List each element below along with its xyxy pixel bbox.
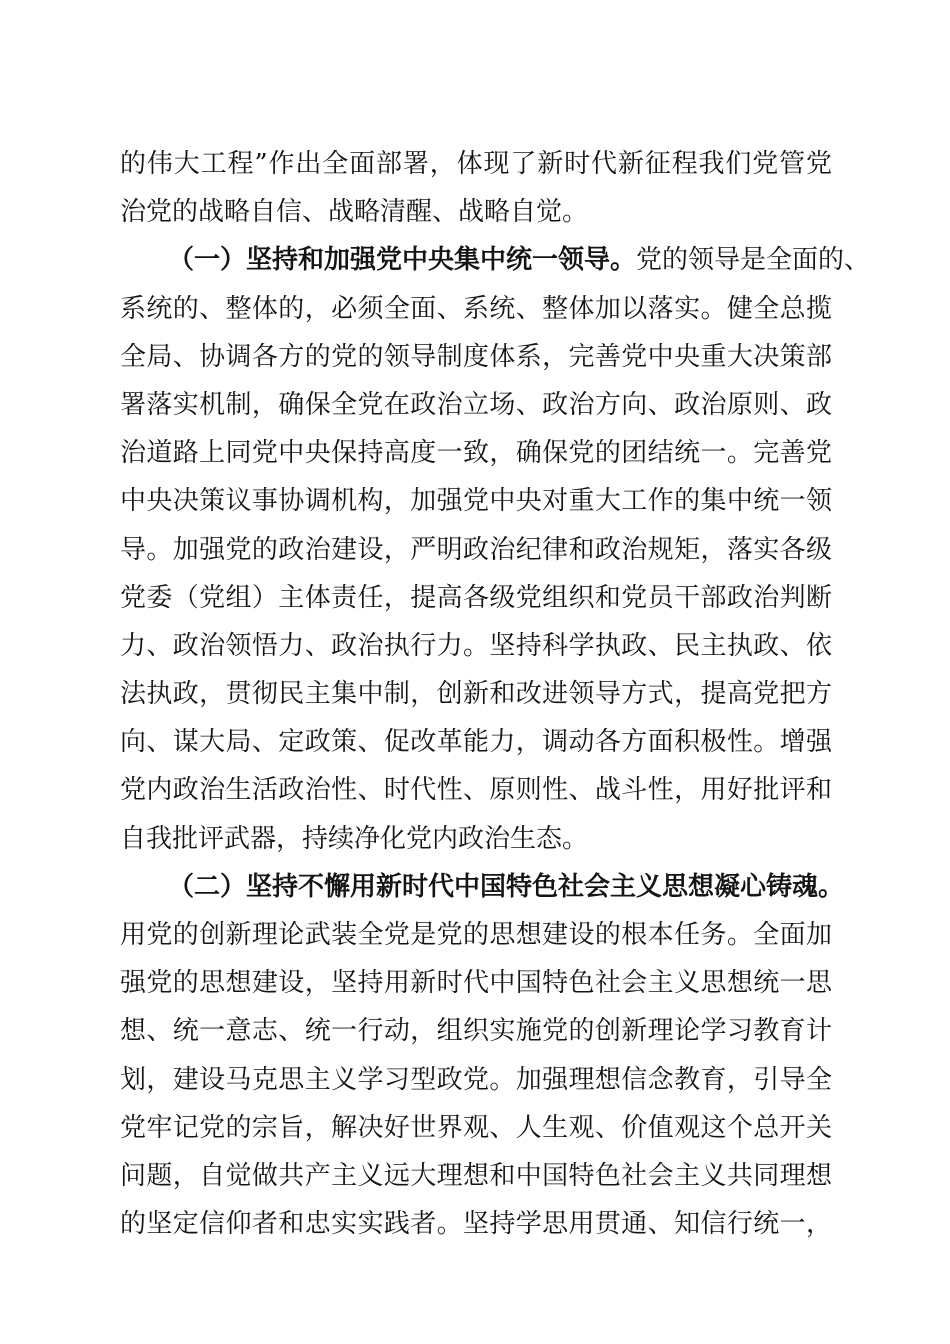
text-run: 的伟大工程”作出全面部署，体现了新时代新征程我们党管党 (120, 149, 832, 179)
text-run: 力、政治领悟力、政治执行力。坚持科学执政、民主执政、依 (120, 630, 832, 661)
text-line (120, 188, 832, 236)
text-run: 导。加强党的政治建设，严明政治纪律和政治规矩，落实各级 (120, 534, 832, 565)
text-run: 自我批评武器，持续净化党内政治生态。 (120, 823, 589, 854)
text-run: 向、谋大局、定政策、促改革能力，调动各方面积极性。增强 (120, 727, 832, 758)
text-line (120, 766, 832, 814)
text-run: 党内政治生活政治性、时代性、原则性、战斗性，用好批评和 (120, 775, 832, 806)
text-run: 划，建设马克思主义学习型政党。加强理想信念教育，引导全 (120, 1064, 832, 1095)
document-body (120, 140, 871, 1248)
text-line (120, 333, 832, 381)
text-line (120, 1007, 832, 1055)
text-line (120, 718, 832, 766)
text-run: 全局、协调各方的党的领导制度体系，完善党中央重大决策部 (120, 341, 832, 372)
text-run: 系统的、整体的，必须全面、系统、整体加以落实。健全总揽 (120, 293, 832, 324)
text-line (120, 959, 832, 1007)
text-line (120, 526, 832, 574)
text-run: 治道路上同党中央保持高度一致，确保党的团结统一。完善党 (120, 438, 832, 469)
text-line (120, 477, 832, 525)
text-run: 问题，自觉做共产主义远大理想和中国特色社会主义共同理想 (120, 1160, 832, 1191)
text-run: 强党的思想建设，坚持用新时代中国特色社会主义思想统一思 (120, 968, 832, 999)
text-line (120, 140, 832, 188)
text-line (120, 911, 832, 959)
section-heading-line (120, 236, 871, 284)
text-line (120, 574, 832, 622)
text-line (120, 285, 832, 333)
text-line (120, 622, 832, 670)
text-line (120, 815, 832, 863)
text-run: 用党的创新理论武装全党是党的思想建设的根本任务。全面加 (120, 920, 832, 950)
text-line (120, 381, 832, 429)
text-line (120, 670, 832, 718)
text-run: 署落实机制，确保全党在政治立场、政治方向、政治原则、政 (120, 389, 832, 420)
text-run: 党牢记党的宗旨，解决好世界观、人生观、价值观这个总开关 (120, 1112, 832, 1143)
text-run: 党委（党组）主体责任，提高各级党组织和党员干部政治判断 (120, 582, 832, 613)
section-heading: （一）坚持和加强党中央集中统一领导。 (168, 245, 637, 276)
text-run: 法执政，贯彻民主集中制，创新和改进领导方式，提高党把方 (120, 679, 832, 710)
text-line (120, 1200, 832, 1248)
text-line (120, 1152, 832, 1200)
text-run: 中央决策议事协调机构，加强党中央对重大工作的集中统一领 (120, 486, 832, 517)
text-line (120, 429, 832, 477)
section-heading-line (120, 863, 845, 911)
text-run: 党的领导是全面的、 (636, 245, 871, 276)
text-run: 想、统一意志、统一行动，组织实施党的创新理论学习教育计 (120, 1016, 832, 1047)
section-heading: （二）坚持不懈用新时代中国特色社会主义思想凝心铸魂。 (168, 871, 845, 902)
text-line (120, 1056, 832, 1104)
text-run: 的坚定信仰者和忠实实践者。坚持学思用贯通、知信行统一， (120, 1209, 832, 1240)
text-line (120, 1104, 832, 1152)
text-run: 治党的战略自信、战略清醒、战略自觉。 (120, 197, 589, 228)
